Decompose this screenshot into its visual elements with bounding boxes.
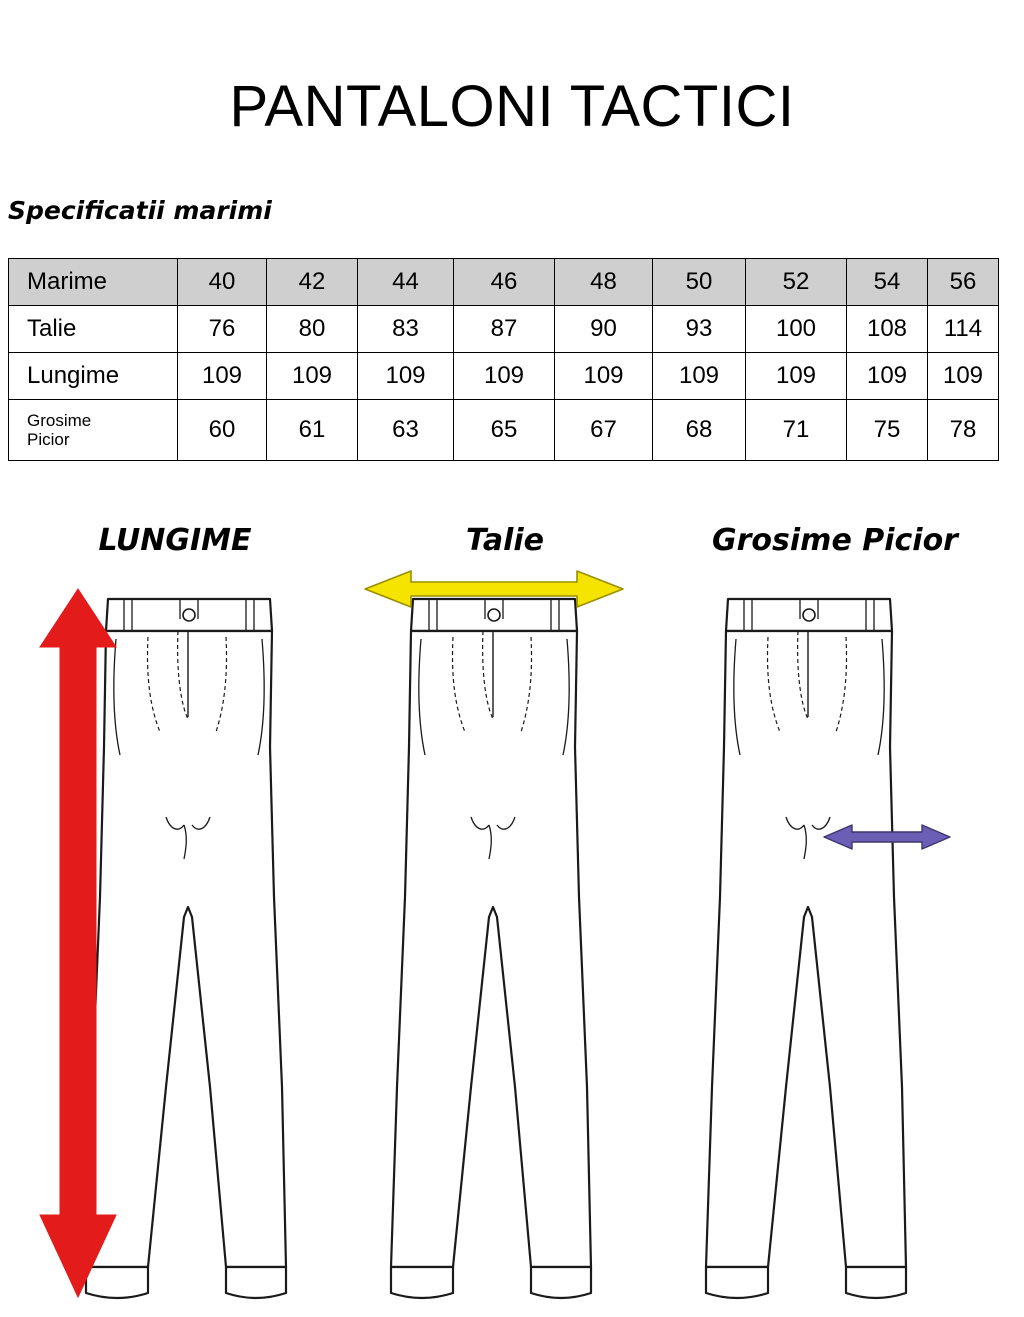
table-header-cell: 42 — [267, 259, 358, 306]
measurement-diagrams — [0, 505, 1024, 1317]
row-label: Lungime — [9, 353, 178, 400]
table-cell: 76 — [178, 306, 267, 353]
table-cell: 93 — [653, 306, 746, 353]
diagram-grosime-picior — [660, 505, 1010, 1317]
row-label — [9, 400, 178, 461]
table-header-cell: 48 — [555, 259, 653, 306]
table-cell: 78 — [928, 400, 999, 461]
table-row — [9, 353, 999, 400]
diagram-talie — [355, 505, 655, 1317]
table-cell: 100 — [746, 306, 847, 353]
row-label: Talie — [9, 306, 178, 353]
table-cell: 114 — [928, 306, 999, 353]
pants-illustration-lungime — [20, 567, 350, 1307]
table-cell: 67 — [555, 400, 653, 461]
pants-illustration-talie — [355, 567, 655, 1307]
page-title: PANTALONI TACTICI — [229, 73, 795, 139]
table-cell: 60 — [178, 400, 267, 461]
table-cell: 61 — [267, 400, 358, 461]
table-header-cell: 40 — [178, 259, 267, 306]
table-cell: 109 — [358, 353, 454, 400]
diagram-lungime — [20, 505, 350, 1317]
table-cell: 109 — [178, 353, 267, 400]
table-cell: 109 — [653, 353, 746, 400]
table-header-cell: 46 — [454, 259, 555, 306]
diagram-title-grosime-picior: Grosime Picior — [712, 523, 958, 558]
table-header-cell: 44 — [358, 259, 454, 306]
table-header-cell: 52 — [746, 259, 847, 306]
diagram-title-lungime: LUNGIME — [98, 523, 252, 558]
table-row — [9, 400, 999, 461]
table-cell: 109 — [847, 353, 928, 400]
table-cell: 108 — [847, 306, 928, 353]
table-cell: 87 — [454, 306, 555, 353]
size-chart-table — [8, 258, 999, 461]
table-cell: 109 — [746, 353, 847, 400]
table-cell: 65 — [454, 400, 555, 461]
table-cell: 75 — [847, 400, 928, 461]
table-cell: 68 — [653, 400, 746, 461]
table-cell: 63 — [358, 400, 454, 461]
table-cell: 71 — [746, 400, 847, 461]
table-header-cell: Marime — [9, 259, 178, 306]
spec-heading: Specificatii marimi — [8, 196, 272, 225]
pants-illustration-grosime-picior — [660, 567, 1010, 1307]
table-row — [9, 306, 999, 353]
table-header-cell: 50 — [653, 259, 746, 306]
table-cell: 90 — [555, 306, 653, 353]
table-header-row — [9, 259, 999, 306]
diagram-title-talie: Talie — [465, 523, 545, 558]
table-header-cell: 54 — [847, 259, 928, 306]
table-cell: 109 — [454, 353, 555, 400]
table-header-cell: 56 — [928, 259, 999, 306]
table-cell: 109 — [267, 353, 358, 400]
table-cell: 109 — [555, 353, 653, 400]
table-cell: 80 — [267, 306, 358, 353]
row-label-line2: Picior — [27, 430, 70, 449]
table-cell: 83 — [358, 306, 454, 353]
table-cell: 109 — [928, 353, 999, 400]
row-label-line1: Grosime — [27, 411, 92, 430]
